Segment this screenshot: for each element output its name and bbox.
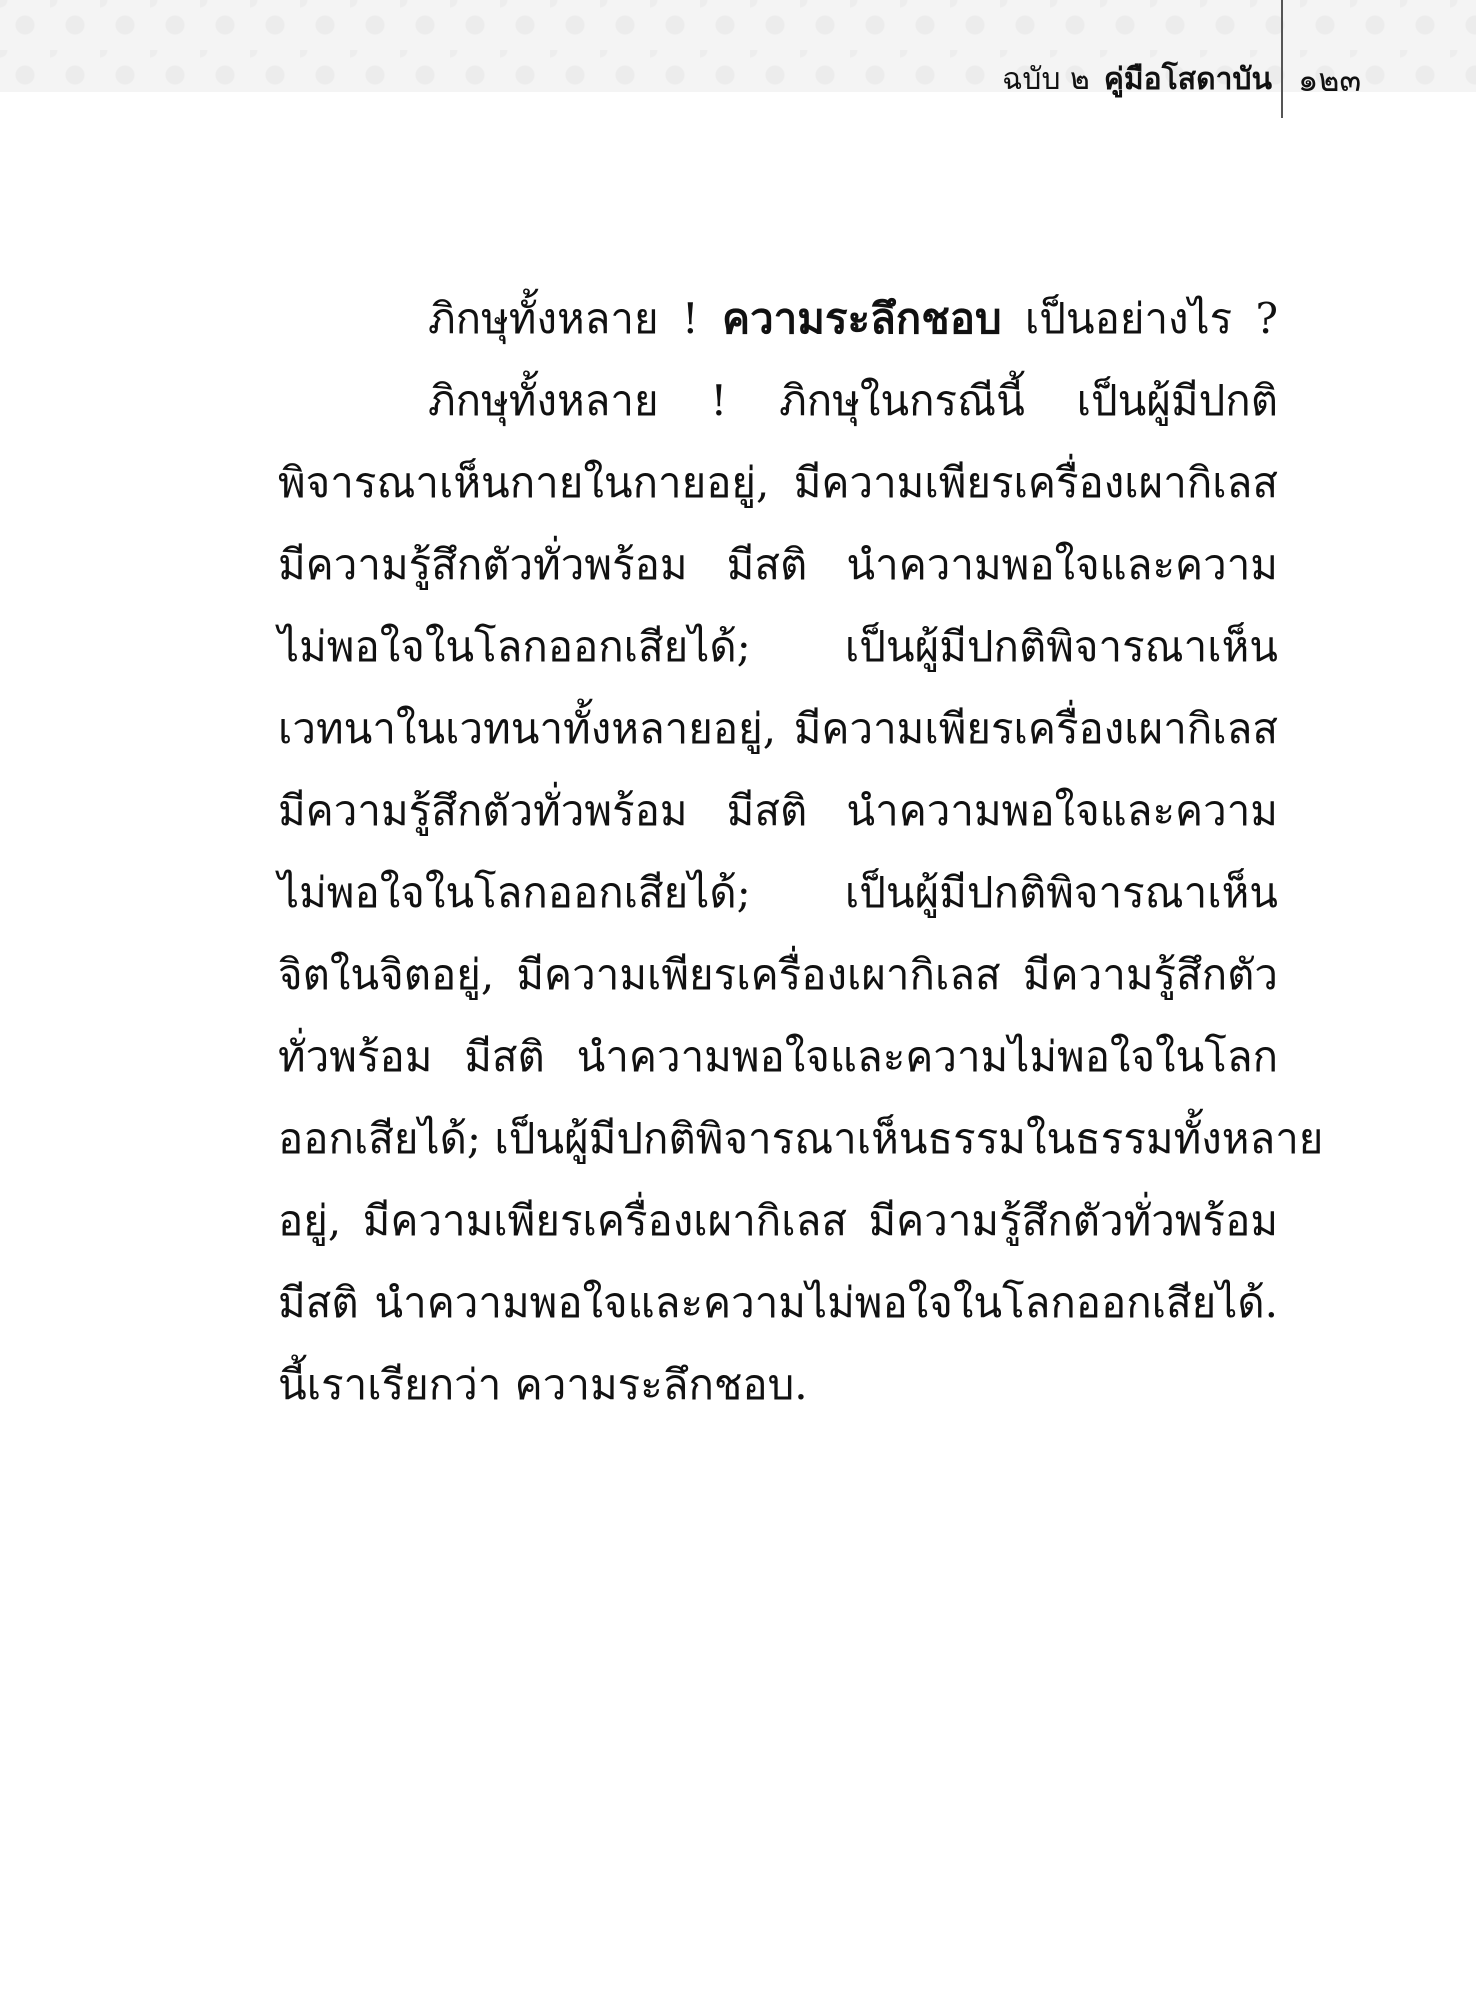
text-line: ออกเสียได้; เป็นผู้มีปกติพิจารณาเห็นธรรมในธรรมทั้งหลาย <box>278 1114 1324 1163</box>
text-line: มีสติ นำความพอใจและความไม่พอใจในโลกออกเสียได้. <box>278 1278 1278 1327</box>
text-line: อยู่, มีความเพียรเครื่องเผากิเลส มีความรู้สึกตัวทั่วพร้อม <box>278 1196 1278 1245</box>
text-line: เวทนาในเวทนาทั้งหลายอยู่, มีความเพียรเครื่องเผากิเลส <box>278 704 1278 753</box>
text-line <box>278 278 1278 360</box>
body-text <box>278 278 1324 1426</box>
text-segment: ภิกษุทั้งหลาย ! <box>428 294 722 343</box>
emphasis-term: ความระลึกชอบ <box>722 294 1002 343</box>
text-line: มีความรู้สึกตัวทั่วพร้อม มีสติ นำความพอใจและความ <box>278 540 1278 589</box>
text-line: ไม่พอใจในโลกออกเสียได้; เป็นผู้มีปกติพิจารณาเห็น <box>278 868 1278 917</box>
text-line: ภิกษุทั้งหลาย ! ภิกษุในกรณีนี้ เป็นผู้มีปกติ <box>428 376 1278 425</box>
edition-label: ฉบับ ๒ <box>1001 62 1090 97</box>
text-line: นี้เราเรียกว่า ความระลึกชอบ. <box>278 1360 808 1409</box>
text-line: พิจารณาเห็นกายในกายอยู่, มีความเพียรเครื่องเผากิเลส <box>278 458 1278 507</box>
text-line: จิตในจิตอยู่, มีความเพียรเครื่องเผากิเลส มีความรู้สึกตัว <box>278 950 1278 999</box>
text-line: มีความรู้สึกตัวทั่วพร้อม มีสติ นำความพอใจและความ <box>278 786 1278 835</box>
text-line: ไม่พอใจในโลกออกเสียได้; เป็นผู้มีปกติพิจารณาเห็น <box>278 622 1278 671</box>
running-head <box>1002 60 1272 100</box>
header-divider <box>1281 0 1283 118</box>
text-line: ทั่วพร้อม มีสติ นำความพอใจและความไม่พอใจในโลก <box>278 1032 1278 1081</box>
text-segment: เป็นอย่างไร ? <box>1001 294 1278 343</box>
page-number: ๑๒๓ <box>1298 61 1362 99</box>
book-title: คู่มือโสดาบัน <box>1103 62 1272 97</box>
